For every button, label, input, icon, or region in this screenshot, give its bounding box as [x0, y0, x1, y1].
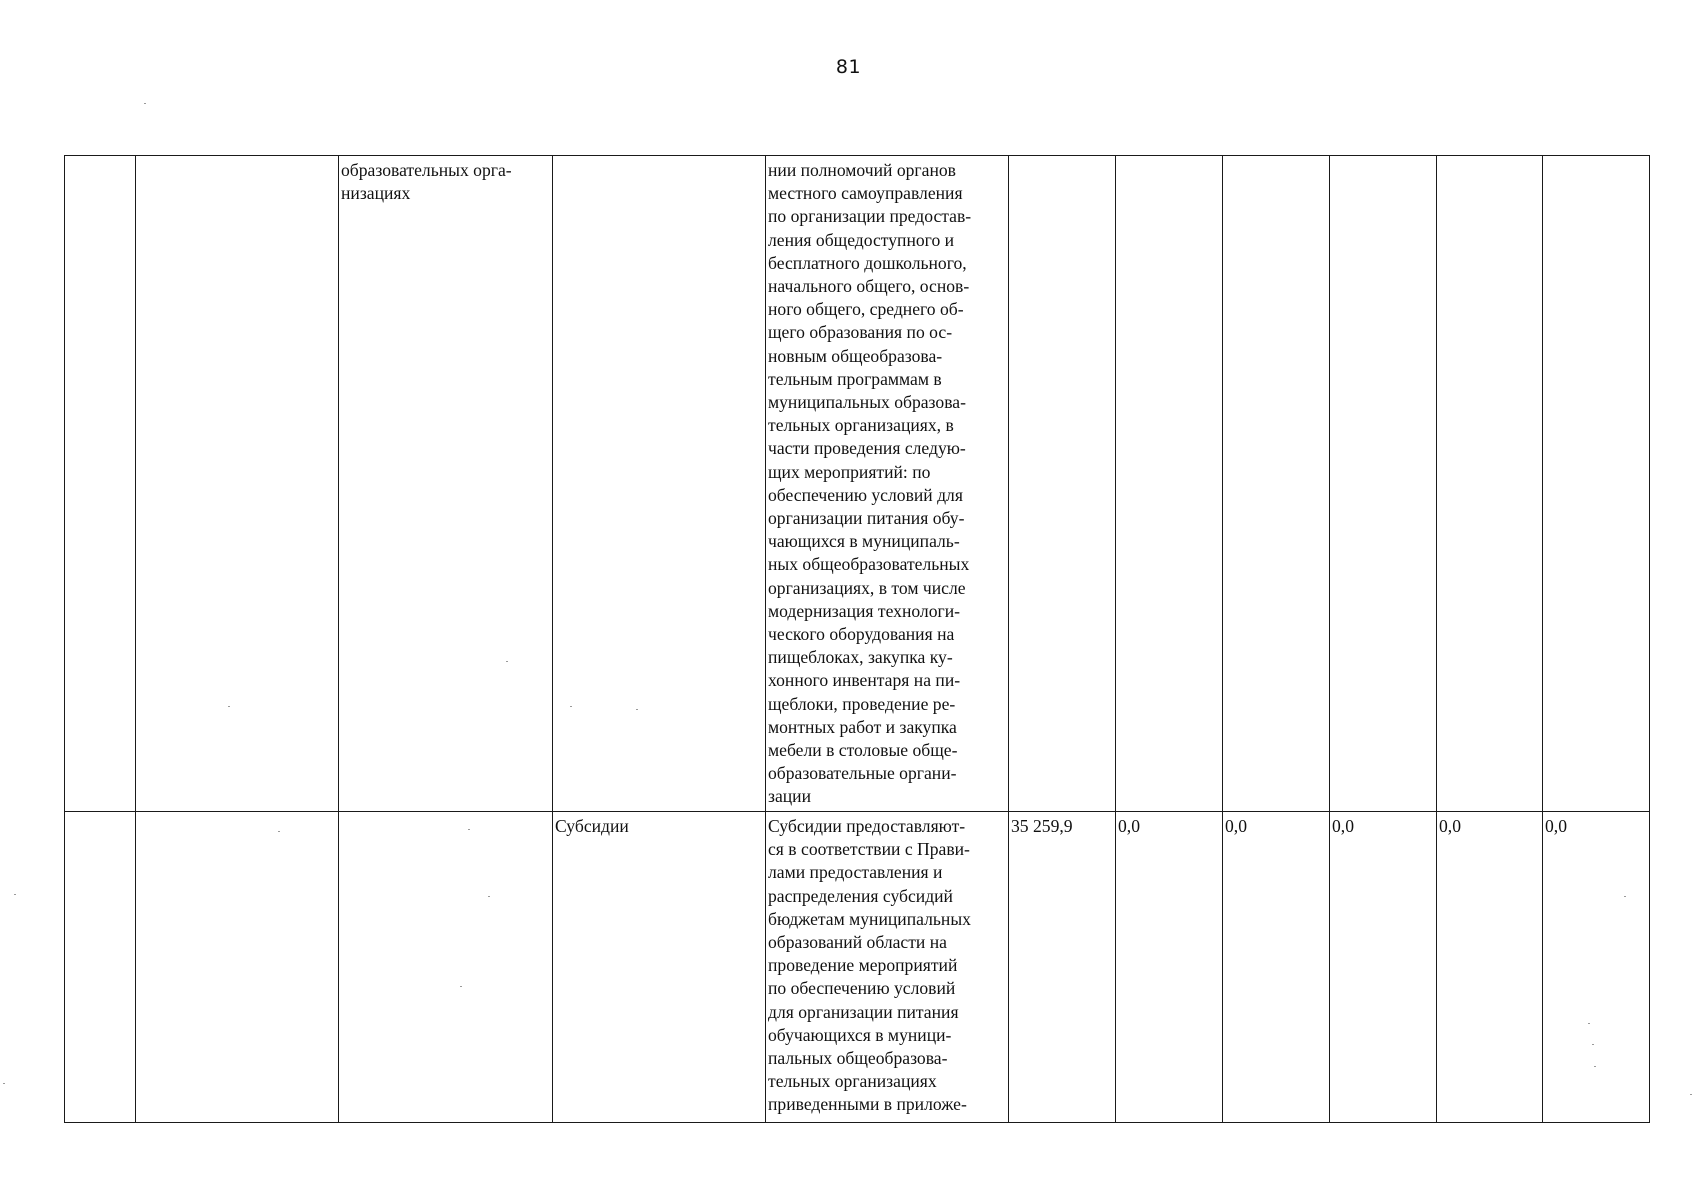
table-cell-value: 0,0: [1116, 812, 1223, 1123]
table-cell-value: 0,0: [1223, 812, 1330, 1123]
scan-speck: [460, 986, 462, 987]
table-cell-object: образовательных орга- низациях: [339, 156, 553, 812]
table-cell-value: 0,0: [1437, 812, 1543, 1123]
table-cell-type: [553, 156, 766, 812]
scan-speck: [468, 829, 470, 830]
scan-speck: [3, 1083, 5, 1084]
table-cell-value: [1116, 156, 1223, 812]
table-cell-value: [1009, 156, 1116, 812]
table-row: [65, 156, 1650, 812]
scan-speck: [488, 896, 490, 897]
table-cell-value: [1223, 156, 1330, 812]
table-cell-type: Субсидии: [553, 812, 766, 1123]
table-cell-value: [1437, 156, 1543, 812]
scan-speck: [1588, 1023, 1590, 1024]
scan-speck: [144, 103, 146, 104]
scan-speck: [278, 831, 280, 832]
scan-speck: [1624, 896, 1626, 897]
table-cell-description: Субсидии предоставляют- ся в соответствии с Прави- лами предоставления и распределения субсидий бюджетам муниципальных образований области на проведение мероприятий по обеспечению условий для организации питания обучающихся в муници- пальных общеобразова- тельных организациях приведенными в приложе-: [766, 812, 1009, 1123]
scan-speck: [570, 706, 572, 707]
table-cell-name: [136, 812, 339, 1123]
scan-speck: [1690, 1094, 1692, 1095]
scan-speck: [1594, 1066, 1596, 1067]
table-cell-value: [1330, 156, 1437, 812]
table-cell-value: [1543, 156, 1650, 812]
scan-speck: [636, 709, 638, 710]
page-number: 81: [835, 56, 862, 78]
table-cell-object: [339, 812, 553, 1123]
table-cell-description: нии полномочий органов местного самоуправления по организации предостав- ления общедоступного и бесплатного дошкольного, начального общего, основ- ного общего, среднего об- щего образования по ос- новным общеобразова- тельным программам в муниципальных образова- тельных организациях, в части проведения следую- щих мероприятий: по обеспечению условий для организации питания обу- чающихся в муниципаль- ных общеобразовательных организациях, в том числе модернизация технологи- ческого оборудования на пищеблоках, закупка ку- хонного инвентаря на пи- щеблоки, проведение ре- монтных работ и закупка мебели в столовые обще- образовательные органи- зации: [766, 156, 1009, 812]
budget-table: [64, 155, 1650, 1123]
scan-speck: [14, 894, 16, 895]
table-cell-index: [65, 812, 136, 1123]
scan-speck: [228, 706, 230, 707]
table-cell-index: [65, 156, 136, 812]
table-cell-value: 0,0: [1330, 812, 1437, 1123]
table-cell-value: 35 259,9: [1009, 812, 1116, 1123]
table-row: [65, 812, 1650, 1123]
scan-speck: [506, 661, 508, 662]
table-cell-value: 0,0: [1543, 812, 1650, 1123]
table-cell-name: [136, 156, 339, 812]
scan-speck: [1592, 1044, 1594, 1045]
